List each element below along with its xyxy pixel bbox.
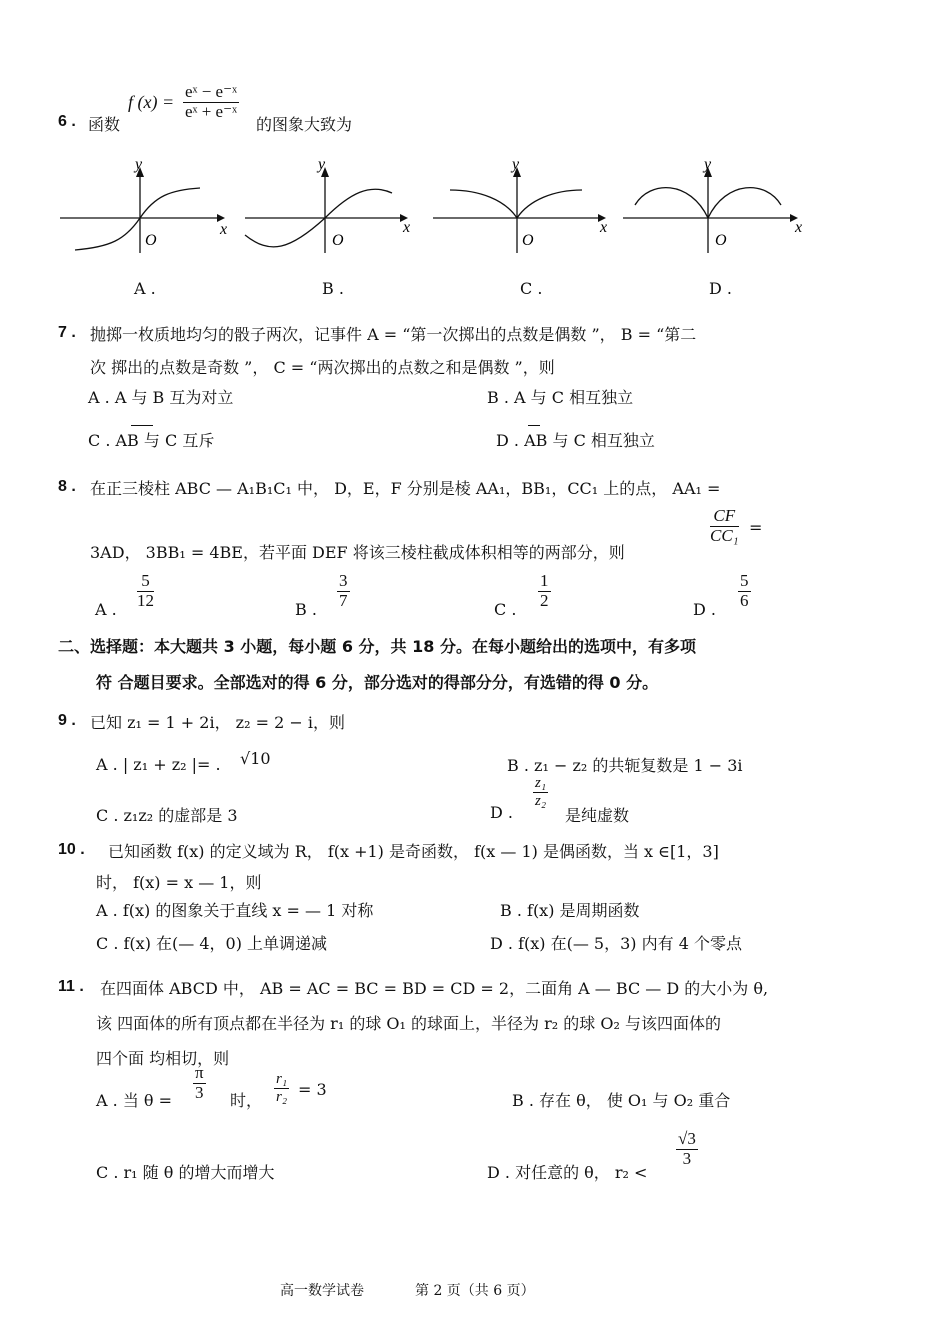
q6-a-y-label: y (135, 156, 143, 173)
q11-option-d-label: D . 对任意的 θ， r₂ < (487, 1163, 648, 1182)
q11-option-b: B . 存在 θ， 使 O₁ 与 O₂ 重合 (512, 1091, 731, 1110)
q9-number: 9 . (58, 712, 76, 729)
q6-number: 6 . (58, 113, 76, 130)
q7-option-b: B . A 与 C 相互独立 (487, 388, 634, 407)
q11-line3: 四个面 均相切，则 (96, 1049, 230, 1068)
q6-a-x-label: x (220, 221, 228, 238)
q9-option-d-den: z₂ (535, 792, 547, 809)
q8-option-c-value (538, 572, 551, 610)
q6-formula-lhs: f (x) = (128, 92, 175, 112)
q8-ratio-eq: = (749, 518, 763, 537)
q11-option-d-num: √3 (678, 1129, 696, 1148)
q6-a-origin: O (145, 232, 157, 249)
q6-graph-d (620, 155, 810, 255)
q8-option-b-den: 7 (339, 590, 348, 610)
q6-c-x-label: x (600, 219, 608, 236)
section2-heading-line2: 符 合题目要求。全部选对的得 6 分，部分选对的得部分分，有选错的得 0 分。 (96, 673, 659, 692)
q6-graph-a (55, 155, 235, 255)
q6-option-b: B . (322, 279, 344, 298)
q9-stem: 已知 z₁ = 1 + 2i， z₂ = 2 − i，则 (90, 713, 345, 732)
q11-option-a-ratio (274, 1071, 289, 1105)
q9-option-a-root: √10 (240, 749, 271, 768)
q6-formula-numerator: eˣ − e⁻ˣ (185, 82, 237, 101)
q8-option-c-den: 2 (540, 590, 549, 610)
q9-option-d-fraction (533, 775, 548, 809)
q9-option-a: A . | z₁ + z₂ |= . (96, 755, 221, 774)
q10-option-c: C . f(x) 在(— 4，0) 上单调递减 (96, 934, 328, 953)
q6-formula-fraction (183, 83, 239, 121)
q11-number: 11 . (58, 978, 84, 995)
q11-line2: 该 四面体的所有顶点都在半径为 r₁ 的球 O₁ 的球面上，半径为 r₂ 的球 O₂ 与该四面体的 (96, 1014, 721, 1033)
q7-option-a: A . A 与 B 互为对立 (88, 388, 234, 407)
q8-option-a-num: 5 (137, 572, 154, 592)
q6-b-y-label: y (318, 156, 326, 173)
q6-formula-denominator: eˣ + e⁻ˣ (185, 101, 237, 121)
q8-option-d-label: D . (693, 600, 716, 619)
q7-option-c-overline (131, 425, 153, 426)
q8-option-b-value (337, 572, 350, 610)
q8-option-a-label: A . (95, 600, 117, 619)
q11-option-a-eq: = 3 (298, 1080, 327, 1099)
q8-option-b-label: B . (295, 600, 317, 619)
q7-line1: 抛掷一枚质地均匀的骰子两次，记事件 A = “第一次掷出的点数是偶数 ”， B = “第二 (90, 325, 697, 344)
q6-c-y-label: y (512, 156, 520, 173)
q6-c-origin: O (522, 232, 534, 249)
q6-b-x-label: x (403, 219, 411, 236)
q6-lead: 函数 (88, 115, 121, 134)
q10-option-d: D . f(x) 在(— 5，3) 内有 4 个零点 (490, 934, 742, 953)
q6-d-x-label: x (795, 219, 803, 236)
q8-option-c-num: 1 (540, 571, 549, 590)
footer-page: 第 2 页（共 6 页） (415, 1283, 535, 1299)
q11-option-a-ratio-num: r₁ (276, 1071, 288, 1087)
q8-ratio-numerator: CF (710, 507, 739, 527)
q11-option-a-theta-den: 3 (195, 1082, 204, 1102)
q9-option-c: C . z₁z₂ 的虚部是 3 (96, 806, 238, 825)
q8-ratio-denominator: CC₁ (710, 525, 739, 545)
q11-option-d-bound (676, 1130, 698, 1168)
q8-option-c-label: C . (494, 600, 517, 619)
q10-line1: 已知函数 f(x) 的定义域为 R， f(x +1) 是奇函数， f(x — 1) 是偶函数，当 x ∈[1，3] (108, 842, 719, 861)
q8-option-a-den: 12 (137, 590, 154, 610)
q10-option-b: B . f(x) 是周期函数 (500, 901, 640, 920)
q7-line2: 次 掷出的点数是奇数 ”， C = “两次掷出的点数之和是偶数 ”，则 (90, 358, 555, 377)
q8-option-d-num: 5 (740, 571, 749, 590)
q6-graph-c (430, 155, 615, 255)
q6-b-origin: O (332, 232, 344, 249)
q6-graph-b (240, 155, 420, 255)
q11-line1: 在四面体 ABCD 中， AB = AC = BC = BD = CD = 2，二面角 A — BC — D 的大小为 θ, (100, 979, 769, 998)
q8-line2: 3AD， 3BB₁ = 4BE，若平面 DEF 将该三棱柱截成体积相等的两部分，则 (90, 543, 625, 562)
q8-number: 8 . (58, 478, 76, 495)
q8-option-a-value (137, 572, 154, 610)
q11-option-a-label: A . 当 θ = (96, 1091, 173, 1110)
q9-option-d-num: z₁ (535, 775, 547, 791)
section2-heading-line1: 二、选择题：本大题共 3 小题，每小题 6 分，共 18 分。在每小题给出的选项中，有多项 (58, 637, 696, 656)
q11-option-a-theta (193, 1064, 206, 1102)
q7-option-d: D . AB 与 C 相互独立 (496, 431, 655, 450)
q7-option-d-overline (528, 425, 540, 426)
q11-option-a-ratio-den: r₂ (276, 1088, 288, 1105)
q6-option-a: A . (134, 279, 156, 298)
q6-tail: 的图象大致为 (256, 115, 353, 134)
q10-option-a: A . f(x) 的图象关于直线 x = — 1 对称 (96, 901, 374, 920)
q8-line1: 在正三棱柱 ABC — A₁B₁C₁ 中， D，E，F 分别是棱 AA₁，BB₁，CC₁ 上的点， AA₁ = (90, 479, 721, 498)
q10-number: 10 . (58, 841, 85, 858)
q7-option-c: C . AB 与 C 互斥 (88, 431, 215, 450)
footer-title: 高一数学试卷 (280, 1283, 364, 1299)
q8-ratio (710, 507, 739, 545)
q11-option-a-mid: 时， (230, 1091, 263, 1110)
q11-option-c: C . r₁ 随 θ 的增大而增大 (96, 1163, 275, 1182)
q6-option-d: D . (709, 279, 732, 298)
q10-line2: 时， f(x) = x — 1，则 (96, 873, 262, 892)
q8-option-d-den: 6 (740, 590, 749, 610)
q8-option-d-value (738, 572, 751, 610)
q7-number: 7 . (58, 324, 76, 341)
q6-d-origin: O (715, 232, 727, 249)
q6-d-y-label: y (704, 156, 712, 173)
q6-option-c: C . (520, 279, 543, 298)
q9-option-b: B . z₁ − z₂ 的共轭复数是 1 − 3i (507, 756, 743, 775)
q9-option-d-tail: 是纯虚数 (565, 806, 630, 825)
q8-option-b-num: 3 (339, 571, 348, 590)
q9-option-d-label: D . (490, 803, 513, 822)
q11-option-a-theta-num: π (195, 1063, 204, 1082)
q11-option-d-den: 3 (682, 1148, 692, 1168)
